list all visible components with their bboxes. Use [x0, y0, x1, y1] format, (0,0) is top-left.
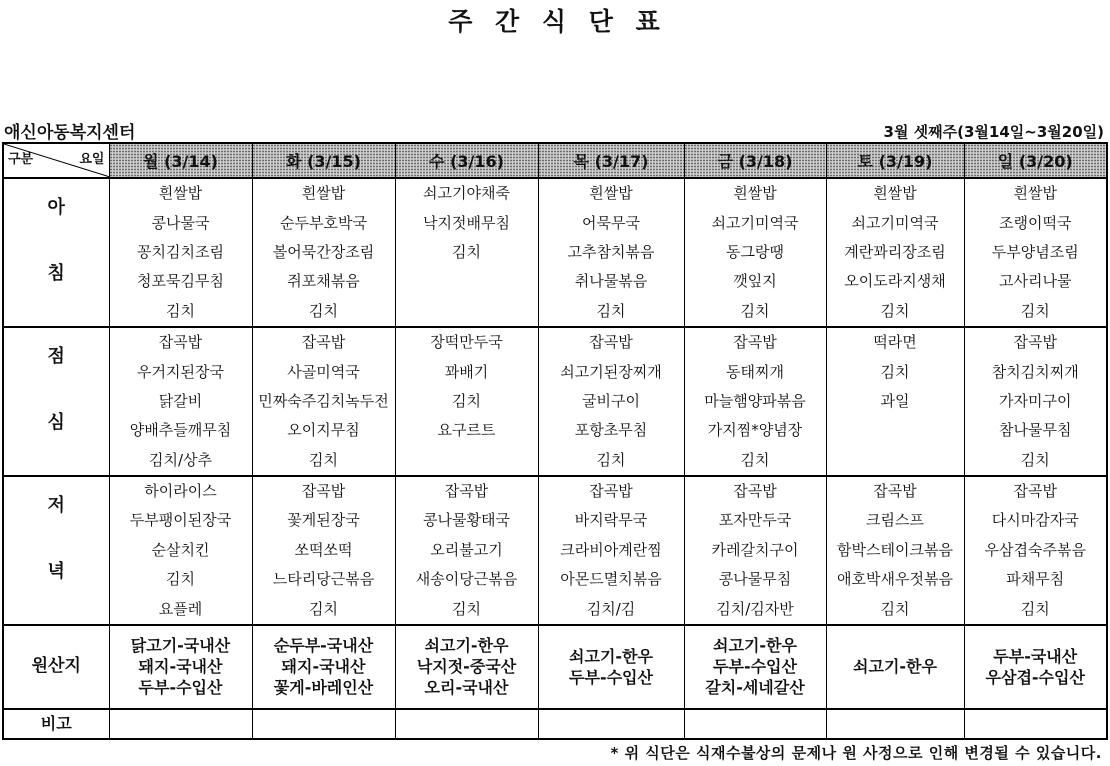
menu-item: 가지찜*양념장 [684, 416, 826, 445]
menu-item: 김치 [538, 297, 684, 327]
remark-cell [684, 709, 826, 739]
corner-category-label: 구분 [8, 152, 34, 167]
menu-item: 김치 [395, 238, 538, 267]
menu-item: 김치 [826, 297, 964, 327]
menu-item: 우거지된장국 [109, 357, 252, 386]
lunch-row [3, 357, 1107, 386]
menu-item: 쇠고기미역국 [684, 208, 826, 237]
menu-item: 깻잎지 [684, 267, 826, 296]
menu-item: 김치 [395, 594, 538, 624]
origin-line: 닭고기-국내산 [130, 636, 231, 656]
origin-line: 우삼겹-수입산 [985, 667, 1085, 687]
menu-item: 볼어묵간장조림 [252, 238, 395, 267]
menu-item: 잡곡밥 [252, 476, 395, 506]
menu-item: 크림스프 [826, 506, 964, 535]
menu-item: 크라비아계란찜 [538, 536, 684, 565]
remark-cell [538, 709, 684, 739]
week-range: 3월 셋째주(3월14일~3월20일) [883, 123, 1104, 141]
corner-day-label: 요일 [79, 152, 105, 167]
menu-item: 사골미역국 [252, 357, 395, 386]
origin-cell [252, 625, 395, 709]
menu-item: 새송이당근볶음 [395, 565, 538, 594]
breakfast-row [3, 267, 1107, 296]
menu-item: 과일 [826, 387, 964, 416]
dinner-row [3, 506, 1107, 535]
menu-item: 민짜숙주김치녹두전 [252, 387, 395, 416]
menu-item: 우삼겹숙주볶음 [964, 536, 1107, 565]
menu-item: 잡곡밥 [684, 327, 826, 357]
breakfast-label [3, 178, 109, 327]
menu-item: 카레갈치구이 [684, 536, 826, 565]
lunch-label-top: 점 [47, 345, 65, 367]
breakfast-row [3, 297, 1107, 327]
remark-cell [826, 709, 964, 739]
remark-cell [964, 709, 1107, 739]
lunch-label [3, 327, 109, 476]
menu-item: 닭갈비 [109, 387, 252, 416]
origin-line: 두부-수입산 [713, 657, 797, 677]
menu-item: 잡곡밥 [964, 327, 1107, 357]
header-row [3, 143, 1107, 178]
menu-item: 파채무침 [964, 565, 1107, 594]
menu-item: 낙지젓배무침 [395, 208, 538, 237]
origin-line: 두부-국내산 [993, 646, 1078, 666]
menu-item: 함박스테이크볶음 [826, 536, 964, 565]
menu-item: 바지락무국 [538, 506, 684, 535]
origin-cell [538, 625, 684, 709]
menu-item [395, 297, 538, 327]
menu-item: 콩나물황태국 [395, 506, 538, 535]
origin-line: 돼지-국내산 [138, 657, 223, 677]
breakfast-label-top: 아 [47, 197, 65, 218]
menu-item: 흰쌀밥 [538, 178, 684, 208]
dinner-label-top: 저 [47, 494, 65, 516]
origin-row [3, 625, 1107, 709]
origin-line: 쇠고기-한우 [853, 657, 937, 677]
organization-name: 애신아동복지센터 [4, 123, 136, 143]
menu-item: 김치 [826, 594, 964, 624]
menu-item: 흰쌀밥 [964, 178, 1107, 208]
menu-item: 굴비구이 [538, 387, 684, 416]
menu-table [2, 142, 1108, 740]
dinner-row [3, 476, 1107, 506]
dinner-label [3, 476, 109, 625]
menu-item [826, 416, 964, 445]
menu-item: 김치 [826, 357, 964, 386]
remark-cell [109, 709, 252, 739]
day-header: 월 (3/14) [109, 143, 252, 178]
menu-item: 떡라면 [826, 327, 964, 357]
origin-cell [395, 625, 538, 709]
origin-line: 쇠고기-한우 [569, 646, 653, 666]
menu-item: 청포묵김무침 [109, 267, 252, 296]
menu-item: 김치/김자반 [684, 594, 826, 624]
origin-cell [964, 625, 1107, 709]
menu-item: 잡곡밥 [538, 476, 684, 506]
breakfast-row [3, 178, 1107, 208]
menu-item: 포항초무침 [538, 416, 684, 445]
menu-item: 조랭이떡국 [964, 208, 1107, 237]
menu-item: 김치 [109, 565, 252, 594]
lunch-row [3, 416, 1107, 445]
origin-line: 낙지젓-중국산 [416, 657, 517, 677]
menu-item: 쏘떡쏘떡 [252, 536, 395, 565]
menu-item: 잡곡밥 [684, 476, 826, 506]
menu-item: 쇠고기된장찌개 [538, 357, 684, 386]
menu-item: 김치 [684, 446, 826, 476]
menu-item: 참나물무침 [964, 416, 1107, 445]
menu-item: 콩나물무침 [684, 565, 826, 594]
menu-item: 김치 [109, 297, 252, 327]
menu-item: 흰쌀밥 [826, 178, 964, 208]
menu-item: 가자미구이 [964, 387, 1107, 416]
breakfast-row [3, 238, 1107, 267]
breakfast-row [3, 208, 1107, 237]
remark-row [3, 709, 1107, 739]
menu-item: 양배추들깨무침 [109, 416, 252, 445]
menu-item: 동그랑땡 [684, 238, 826, 267]
menu-item: 동태찌개 [684, 357, 826, 386]
menu-item: 요구르트 [395, 416, 538, 445]
menu-item: 두부양념조림 [964, 238, 1107, 267]
lunch-label-bottom: 심 [47, 411, 65, 433]
menu-item: 애호박새우젓볶음 [826, 565, 964, 594]
menu-item: 고추참치볶음 [538, 238, 684, 267]
menu-item: 느타리당근볶음 [252, 565, 395, 594]
menu-item: 다시마감자국 [964, 506, 1107, 535]
remark-cell [395, 709, 538, 739]
menu-item: 잡곡밥 [252, 327, 395, 357]
lunch-row [3, 387, 1107, 416]
menu-item: 김치 [395, 387, 538, 416]
menu-item [826, 446, 964, 476]
menu-item: 오이도라지생채 [826, 267, 964, 296]
origin-label: 원산지 [3, 625, 109, 709]
menu-item: 김치 [964, 594, 1107, 624]
menu-item: 김치 [684, 297, 826, 327]
menu-item: 김치 [252, 594, 395, 624]
menu-item: 아몬드멸치볶음 [538, 565, 684, 594]
page-title: 주 간 식 단 표 [448, 7, 662, 36]
header-corner [3, 143, 109, 178]
menu-item: 요플레 [109, 594, 252, 624]
origin-line: 두부-수입산 [138, 678, 223, 698]
menu-item: 잡곡밥 [538, 327, 684, 357]
menu-item: 잡곡밥 [964, 476, 1107, 506]
menu-item: 쇠고기미역국 [826, 208, 964, 237]
origin-cell [826, 625, 964, 709]
origin-line: 오리-국내산 [424, 678, 509, 698]
dinner-row [3, 536, 1107, 565]
lunch-row [3, 446, 1107, 476]
menu-item: 오이지무침 [252, 416, 395, 445]
day-header: 금 (3/18) [684, 143, 826, 178]
menu-item: 잡곡밥 [109, 327, 252, 357]
menu-item: 장떡만두국 [395, 327, 538, 357]
dinner-row [3, 565, 1107, 594]
menu-item: 두부팽이된장국 [109, 506, 252, 535]
origin-line: 쇠고기-한우 [424, 636, 509, 656]
day-header: 화 (3/15) [252, 143, 395, 178]
origin-cell [684, 625, 826, 709]
menu-item: 김치 [964, 297, 1107, 327]
day-header: 수 (3/16) [395, 143, 538, 178]
menu-item: 취나물볶음 [538, 267, 684, 296]
menu-item: 김치 [538, 446, 684, 476]
menu-item: 흰쌀밥 [252, 178, 395, 208]
footnote: * 위 식단은 식재수불상의 문제나 원 사정으로 인해 변경될 수 있습니다. [610, 744, 1102, 762]
menu-item: 흰쌀밥 [684, 178, 826, 208]
origin-line: 꽃게-바레인산 [273, 678, 374, 698]
menu-item: 참치김치찌개 [964, 357, 1107, 386]
menu-item: 하이라이스 [109, 476, 252, 506]
dinner-row [3, 594, 1107, 624]
menu-item: 고사리나물 [964, 267, 1107, 296]
lunch-row [3, 327, 1107, 357]
menu-item: 계란꽈리장조림 [826, 238, 964, 267]
origin-line: 쇠고기-한우 [713, 636, 797, 656]
menu-item: 흰쌀밥 [109, 178, 252, 208]
menu-item: 포자만두국 [684, 506, 826, 535]
menu-item: 김치 [252, 446, 395, 476]
menu-item: 오리불고기 [395, 536, 538, 565]
origin-line: 돼지-국내산 [281, 657, 366, 677]
menu-item: 꽈배기 [395, 357, 538, 386]
menu-item: 꽃게된장국 [252, 506, 395, 535]
menu-item: 김치 [252, 297, 395, 327]
menu-item: 콩나물국 [109, 208, 252, 237]
menu-item [395, 446, 538, 476]
menu-item: 김치 [964, 446, 1107, 476]
menu-item: 쇠고기야채죽 [395, 178, 538, 208]
remark-label: 비고 [3, 709, 109, 739]
menu-item: 순살치킨 [109, 536, 252, 565]
menu-item: 잡곡밥 [826, 476, 964, 506]
remark-cell [252, 709, 395, 739]
dinner-label-bottom: 녁 [47, 560, 65, 582]
menu-item: 순두부호박국 [252, 208, 395, 237]
menu-item [395, 267, 538, 296]
day-header: 토 (3/19) [826, 143, 964, 178]
breakfast-label-bottom: 침 [47, 263, 65, 284]
origin-line: 순두부-국내산 [273, 636, 374, 656]
menu-item: 마늘햄양파볶음 [684, 387, 826, 416]
menu-item: 김치/상추 [109, 446, 252, 476]
origin-line: 갈치-세네갈산 [705, 678, 805, 698]
day-header: 목 (3/17) [538, 143, 684, 178]
menu-item: 잡곡밥 [395, 476, 538, 506]
menu-item: 꽁치김치조림 [109, 238, 252, 267]
menu-item: 쥐포채볶음 [252, 267, 395, 296]
origin-cell [109, 625, 252, 709]
day-header: 일 (3/20) [964, 143, 1107, 178]
menu-item: 어묵무국 [538, 208, 684, 237]
origin-line: 두부-수입산 [569, 667, 653, 687]
menu-item: 김치/김 [538, 594, 684, 624]
